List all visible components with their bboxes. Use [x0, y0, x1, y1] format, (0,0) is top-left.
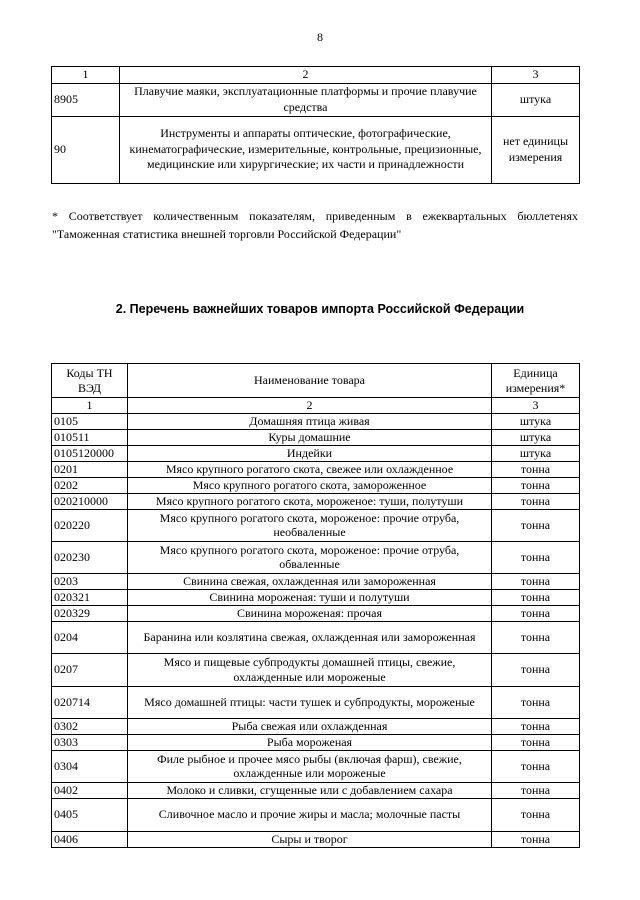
table-row — [52, 686, 580, 718]
unit-cell: штука — [492, 83, 580, 116]
name-cell: Молоко и сливки, сгущенные или с добавлением сахара — [128, 782, 492, 798]
table-row — [52, 718, 580, 734]
table-row — [52, 413, 580, 429]
code-cell: 020220 — [52, 509, 128, 541]
name-cell: Баранина или козлятина свежая, охлажденная или замороженная — [128, 621, 492, 653]
table-row — [52, 734, 580, 750]
table-row — [52, 509, 580, 541]
table-row — [52, 653, 580, 686]
unit-cell: нет единицы измерения — [492, 116, 580, 183]
code-cell: 0203 — [52, 573, 128, 589]
code-cell: 8905 — [52, 83, 120, 116]
code-cell: 0204 — [52, 621, 128, 653]
unit-cell: штука — [492, 445, 580, 461]
page-number: 8 — [317, 30, 323, 44]
name-cell: Свинина свежая, охлажденная или замороженная — [128, 573, 492, 589]
code-cell: 020321 — [52, 589, 128, 605]
name-cell: Мясо домашней птицы: части тушек и субпродукты, мороженые — [128, 686, 492, 718]
table-row — [52, 445, 580, 461]
code-cell: 020329 — [52, 605, 128, 621]
code-cell: 0105 — [52, 413, 128, 429]
footnote: * Соответствует количественным показателям, приведенным в ежеквартальных бюллетенях "Таможенная статистика внешней торговли Российской Федерации" — [52, 209, 578, 241]
name-cell: Мясо крупного рогатого скота, мороженое: туши, полутуши — [128, 493, 492, 509]
name-cell: Инструменты и аппараты оптические, фотографические, кинематографические, измерительные, контрольные, прецизионные, медицинские или хирургические; их части и принадлежности — [120, 116, 492, 183]
table-row — [52, 493, 580, 509]
code-cell: 020210000 — [52, 493, 128, 509]
code-cell: 0201 — [52, 461, 128, 477]
column-number: 3 — [492, 67, 580, 84]
code-cell: 0304 — [52, 750, 128, 782]
name-cell: Свинина мороженая: прочая — [128, 605, 492, 621]
code-cell: 0105120000 — [52, 445, 128, 461]
header-row — [52, 364, 580, 398]
header-code: Коды ТН ВЭД — [52, 364, 128, 398]
unit-cell: тонна — [492, 461, 580, 477]
name-cell: Мясо крупного рогатого скота, замороженное — [128, 477, 492, 493]
table-row — [52, 621, 580, 653]
import-goods-table — [51, 363, 580, 848]
column-number: 3 — [492, 398, 580, 414]
name-cell: Мясо крупного рогатого скота, свежее или охлажденное — [128, 461, 492, 477]
column-number: 2 — [120, 67, 492, 84]
unit-cell: тонна — [492, 589, 580, 605]
column-number-row — [52, 67, 580, 84]
code-cell: 020230 — [52, 541, 128, 573]
code-cell: 0202 — [52, 477, 128, 493]
unit-cell: тонна — [492, 621, 580, 653]
code-cell: 0207 — [52, 653, 128, 686]
unit-cell: тонна — [492, 605, 580, 621]
table-row — [52, 605, 580, 621]
name-cell: Сливочное масло и прочие жиры и масла; молочные пасты — [128, 798, 492, 831]
name-cell: Домашняя птица живая — [128, 413, 492, 429]
name-cell: Филе рыбное и прочее мясо рыбы (включая фарш), свежие, охлажденные или мороженые — [128, 750, 492, 782]
table-row — [52, 429, 580, 445]
unit-cell: тонна — [492, 686, 580, 718]
table-row — [52, 83, 580, 116]
unit-cell: тонна — [492, 718, 580, 734]
name-cell: Рыба мороженая — [128, 734, 492, 750]
column-number-row — [52, 398, 580, 414]
header-name: Наименование товара — [128, 364, 492, 398]
code-cell: 010511 — [52, 429, 128, 445]
name-cell: Рыба свежая или охлажденная — [128, 718, 492, 734]
unit-cell: тонна — [492, 509, 580, 541]
name-cell: Мясо крупного рогатого скота, мороженое: прочие отруба, необваленные — [128, 509, 492, 541]
name-cell: Куры домашние — [128, 429, 492, 445]
unit-cell: тонна — [492, 493, 580, 509]
table-row — [52, 477, 580, 493]
unit-cell: тонна — [492, 750, 580, 782]
code-cell: 0405 — [52, 798, 128, 831]
header-unit: Единица измерения* — [492, 364, 580, 398]
name-cell: Мясо крупного рогатого скота, мороженое: прочие отруба, обваленные — [128, 541, 492, 573]
name-cell: Мясо и пищевые субпродукты домашней птицы, свежие, охлажденные или мороженые — [128, 653, 492, 686]
column-number: 1 — [52, 398, 128, 414]
name-cell: Сыры и творог — [128, 831, 492, 847]
unit-cell: тонна — [492, 541, 580, 573]
table-row — [52, 782, 580, 798]
unit-cell: тонна — [492, 734, 580, 750]
code-cell: 020714 — [52, 686, 128, 718]
code-cell: 0302 — [52, 718, 128, 734]
code-cell: 90 — [52, 116, 120, 183]
table-row — [52, 573, 580, 589]
unit-cell: тонна — [492, 653, 580, 686]
unit-cell: штука — [492, 413, 580, 429]
name-cell: Плавучие маяки, эксплуатационные платформы и прочие плавучие средства — [120, 83, 492, 116]
table-row — [52, 116, 580, 183]
unit-cell: штука — [492, 429, 580, 445]
column-number: 1 — [52, 67, 120, 84]
continuation-table — [51, 66, 580, 184]
code-cell: 0402 — [52, 782, 128, 798]
table-row — [52, 798, 580, 831]
table-row — [52, 750, 580, 782]
code-cell: 0406 — [52, 831, 128, 847]
table-row — [52, 589, 580, 605]
section-heading: 2. Перечень важнейших товаров импорта Российской Федерации — [115, 302, 525, 316]
column-number: 2 — [128, 398, 492, 414]
name-cell: Свинина мороженая: туши и полутуши — [128, 589, 492, 605]
name-cell: Индейки — [128, 445, 492, 461]
unit-cell: тонна — [492, 573, 580, 589]
unit-cell: тонна — [492, 798, 580, 831]
table-row — [52, 831, 580, 847]
unit-cell: тонна — [492, 782, 580, 798]
table-row — [52, 461, 580, 477]
unit-cell: тонна — [492, 477, 580, 493]
table-row — [52, 541, 580, 573]
code-cell: 0303 — [52, 734, 128, 750]
unit-cell: тонна — [492, 831, 580, 847]
